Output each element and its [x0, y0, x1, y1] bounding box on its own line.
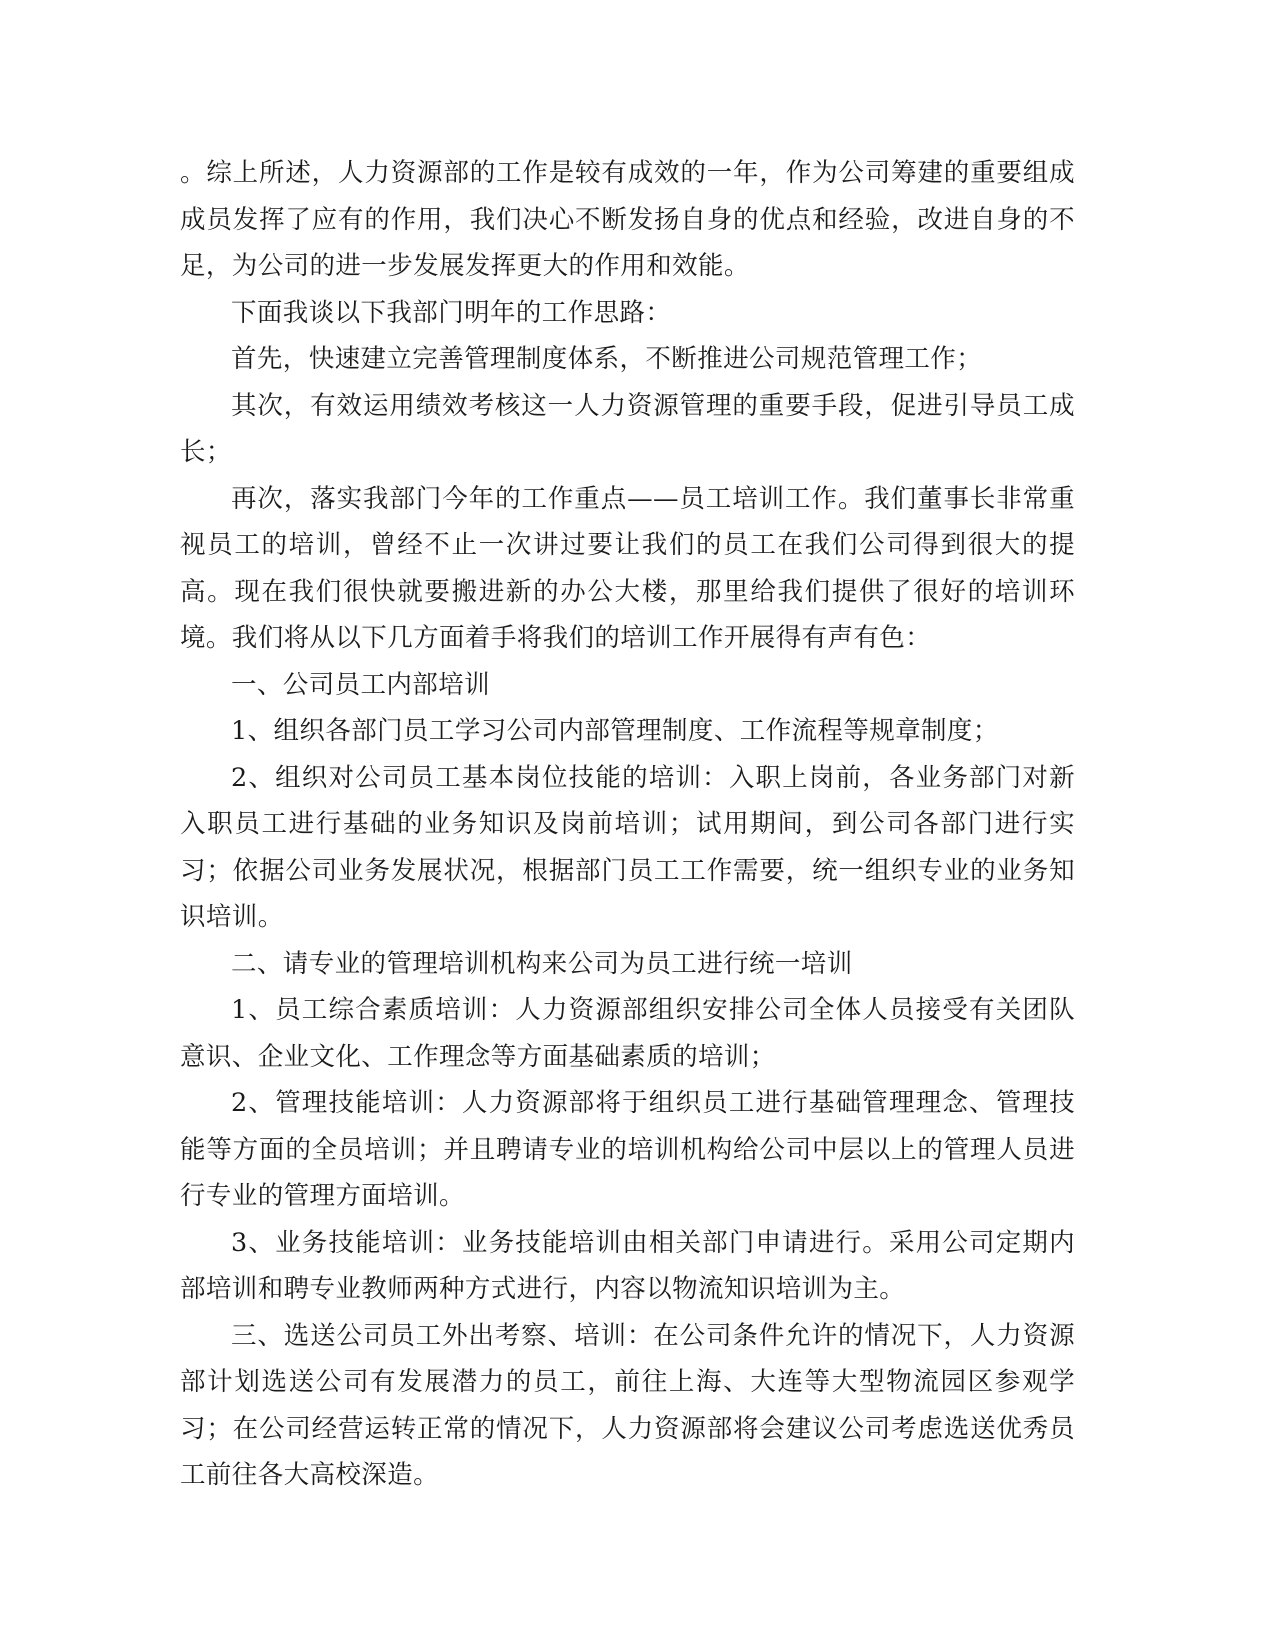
list-item-2: 2、组织对公司员工基本岗位技能的培训：入职上岗前，各业务部门对新入职员工进行基础的业务知识及岗前培训；试用期间，到公司各部门进行实习；依据公司业务发展状况，根据部门员工工作需要，统一组织专业的业务知识培训。: [180, 762, 1075, 932]
section-heading-external-study: 三、选送公司员工外出考察、培训：在公司条件允许的情况下，人力资源部计划选送公司有发展潜力的员工，前往上海、大连等大型物流园区参观学习；在公司经营运转正常的情况下，人力资源部将会建议公司考虑选送优秀员工前往各大高校深造。: [180, 1320, 1075, 1490]
paragraph-summary: 。综上所述，人力资源部的工作是较有成效的一年，作为公司筹建的重要组成成员发挥了应有的作用，我们决心不断发扬自身的优点和经验，改进自身的不足，为公司的进一步发展发挥更大的作用和效能。: [180, 158, 1075, 281]
paragraph-third: 再次，落实我部门今年的工作重点——员工培训工作。我们董事长非常重视员工的培训，曾经不止一次讲过要让我们的员工在我们公司得到很大的提高。现在我们很快就要搬进新的办公大楼，那里给我们提供了很好的培训环境。我们将从以下几方面着手将我们的培训工作开展得有声有色：: [180, 483, 1075, 653]
list-item-1-quality-training: 1、员工综合素质培训：人力资源部组织安排公司全体人员接受有关团队意识、企业文化、工作理念等方面基础素质的培训；: [180, 995, 1075, 1072]
list-item-1: 1、组织各部门员工学习公司内部管理制度、工作流程等规章制度；: [231, 716, 999, 746]
list-item-3-business-training: 3、业务技能培训：业务技能培训由相关部门申请进行。采用公司定期内部培训和聘专业教师两种方式进行，内容以物流知识培训为主。: [180, 1227, 1075, 1304]
section-heading-internal-training: 一、公司员工内部培训: [231, 669, 491, 700]
list-item-2-management-training: 2、管理技能培训：人力资源部将于组织员工进行基础管理理念、管理技能等方面的全员培训；并且聘请专业的培训机构给公司中层以上的管理人员进行专业的管理方面培训。: [180, 1088, 1075, 1211]
paragraph-work-plan-intro: 下面我谈以下我部门明年的工作思路：: [231, 297, 672, 328]
paragraph-first: 首先，快速建立完善管理制度体系，不断推进公司规范管理工作；: [231, 344, 983, 374]
section-heading-external-institution: 二、请专业的管理培训机构来公司为员工进行统一培训: [231, 948, 853, 979]
document-body: [180, 150, 1075, 1499]
paragraph-second: 其次，有效运用绩效考核这一人力资源管理的重要手段，促进引导员工成长；: [180, 390, 1075, 467]
